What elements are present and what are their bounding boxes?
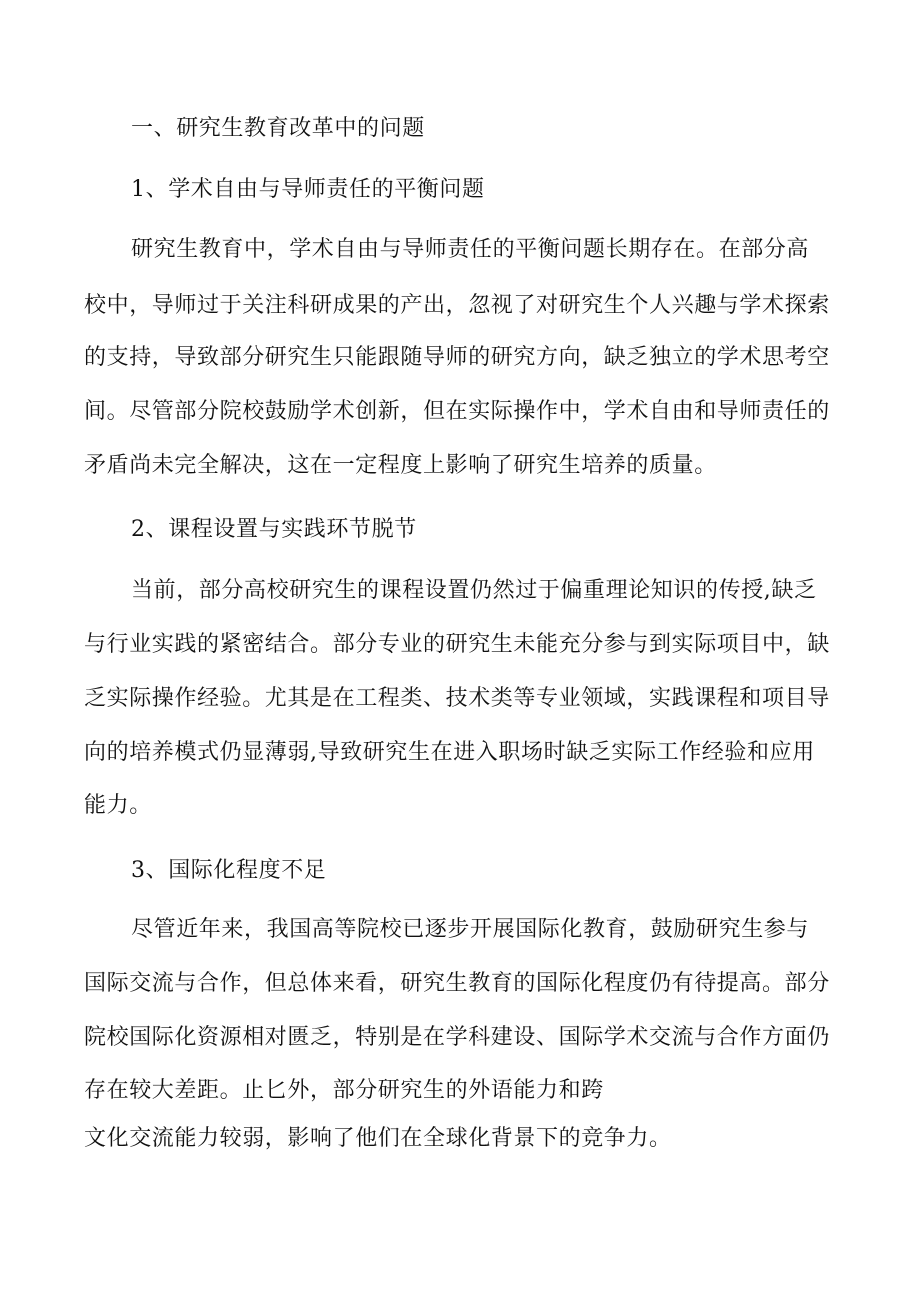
paragraph-1-line: 的支持，导致部分研究生只能跟随导师的研究方向，缺乏独立的学术思考空 xyxy=(84,345,830,370)
paragraph-3-line: 院校国际化资源相对匮乏，特别是在学科建设、国际学术交流与合作方面仍 xyxy=(84,1025,830,1050)
paragraph-2-line: 与行业实践的紧密结合。部分专业的研究生未能充分参与到实际项目中，缺 xyxy=(84,632,830,657)
section-title: 一、研究生教育改革中的问题 xyxy=(131,116,425,141)
paragraph-3-line: 尽管近年来，我国高等院校已逐步开展国际化教育，鼓励研究生参与 xyxy=(131,917,810,942)
paragraph-3-line: 国际交流与合作，但总体来看，研究生教育的国际化程度仍有待提高。部分 xyxy=(84,971,830,996)
subsection-3-heading: 3、国际化程度不足 xyxy=(131,858,327,883)
paragraph-1-line: 矛盾尚未完全解决，这在一定程度上影响了研究生培养的质量。 xyxy=(84,453,717,478)
subsection-2-heading: 2、课程设置与实践环节脱节 xyxy=(131,517,417,542)
paragraph-2-line: 当前，部分高校研究生的课程设置仍然过于偏重理论知识的传授,缺乏 xyxy=(131,578,817,603)
paragraph-1-line: 研究生教育中，学术自由与导师责任的平衡问题长期存在。在部分高 xyxy=(131,237,810,262)
paragraph-3-line: 存在较大差距。止匕外，部分研究生的外语能力和跨 xyxy=(84,1078,604,1103)
paragraph-2-line: 向的培养模式仍显薄弱,导致研究生在进入职场时缺乏实际工作经验和应用 xyxy=(84,740,815,765)
subsection-1-heading: 1、学术自由与导师责任的平衡问题 xyxy=(131,177,485,202)
paragraph-3-line: 文化交流能力较弱，影响了他们在全球化背景下的竞争力。 xyxy=(84,1126,672,1151)
paragraph-1-line: 校中，导师过于关注科研成果的产出，忽视了对研究生个人兴趣与学术探索 xyxy=(84,293,830,318)
paragraph-1-line: 间。尽管部分院校鼓励学术创新，但在实际操作中，学术自由和导师责任的 xyxy=(84,399,830,424)
paragraph-2-line: 乏实际操作经验。尤其是在工程类、技术类等专业领域，实践课程和项目导 xyxy=(84,686,830,711)
paragraph-2-line: 能力。 xyxy=(84,793,152,818)
